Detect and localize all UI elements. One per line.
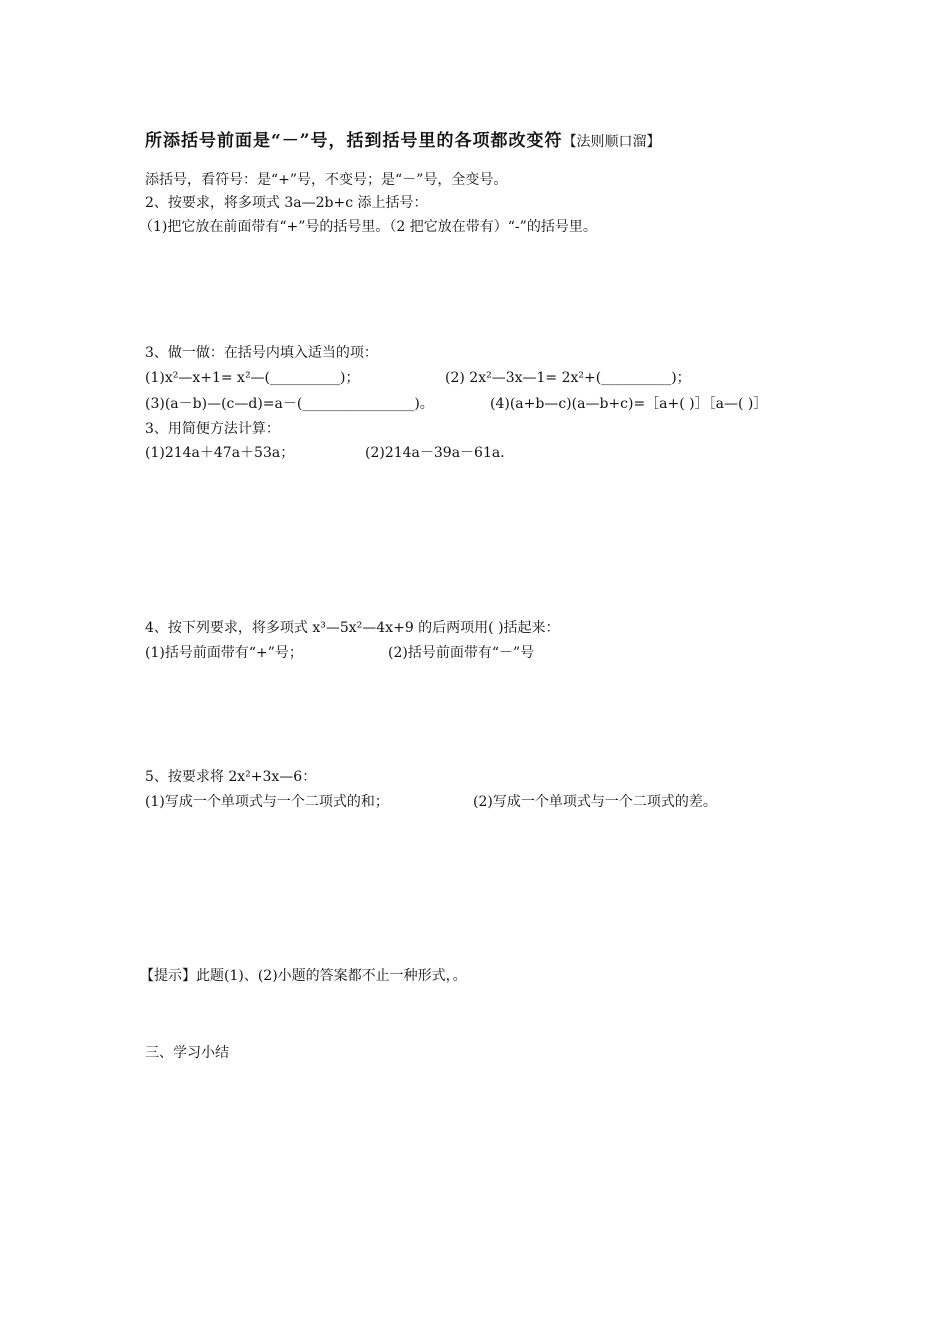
q3a-part3: (3)(a－b)—(c—d)=a－(________________)。 — [145, 396, 434, 412]
q3a-heading: 3、做一做：在括号内填入适当的项： — [145, 345, 378, 361]
q3b-part1: (1)214a＋47a＋53a； — [145, 445, 295, 461]
q5-part2: (2)写成一个单项式与一个二项式的差。 — [473, 794, 717, 810]
section-title — [145, 131, 661, 152]
q4-part2: (2)括号前面带有“－”号 — [388, 645, 535, 661]
q4-heading: 4、按下列要求，将多项式 x³—5x²—4x+9 的后两项用( )括起来： — [145, 620, 560, 636]
q2-parts: （1)把它放在前面带有“+”号的括号里。（2 把它放在带有）“-”的括号里。 — [139, 219, 597, 235]
q5-part1: (1)写成一个单项式与一个二项式的和； — [145, 794, 389, 810]
q3b-heading: 3、用简便方法计算： — [145, 421, 280, 437]
q5-heading: 5、按要求将 2x²+3x—6： — [145, 769, 317, 785]
hint-note: 【提示】此题(1)、(2)小题的答案都不止一种形式，。 — [140, 968, 467, 984]
q4-part1: (1)括号前面带有“+”号； — [145, 645, 303, 661]
summary-heading: 三、学习小结 — [145, 1045, 229, 1061]
title-main: 所添括号前面是“－”号，括到括号里的各项都改变符 — [145, 131, 563, 151]
q3a-part2: (2) 2x²—3x—1= 2x²+(__________)； — [445, 370, 691, 386]
q3b-part2: (2)214a－39a－61a． — [365, 445, 515, 461]
q3a-part4: (4)(a+b—c)(a—b+c)=［a+( )］［a—( )］ — [490, 396, 768, 412]
q2-heading: 2、按要求，将多项式 3a—2b+c 添上括号： — [145, 195, 428, 211]
q3a-part1: (1)x²—x+1= x²—(__________)； — [145, 370, 360, 386]
title-tag: 【法则顺口溜】 — [562, 134, 661, 150]
rule-mnemonic: 添括号，看符号：是“+”号，不变号；是“－”号，全变号。 — [145, 172, 508, 188]
